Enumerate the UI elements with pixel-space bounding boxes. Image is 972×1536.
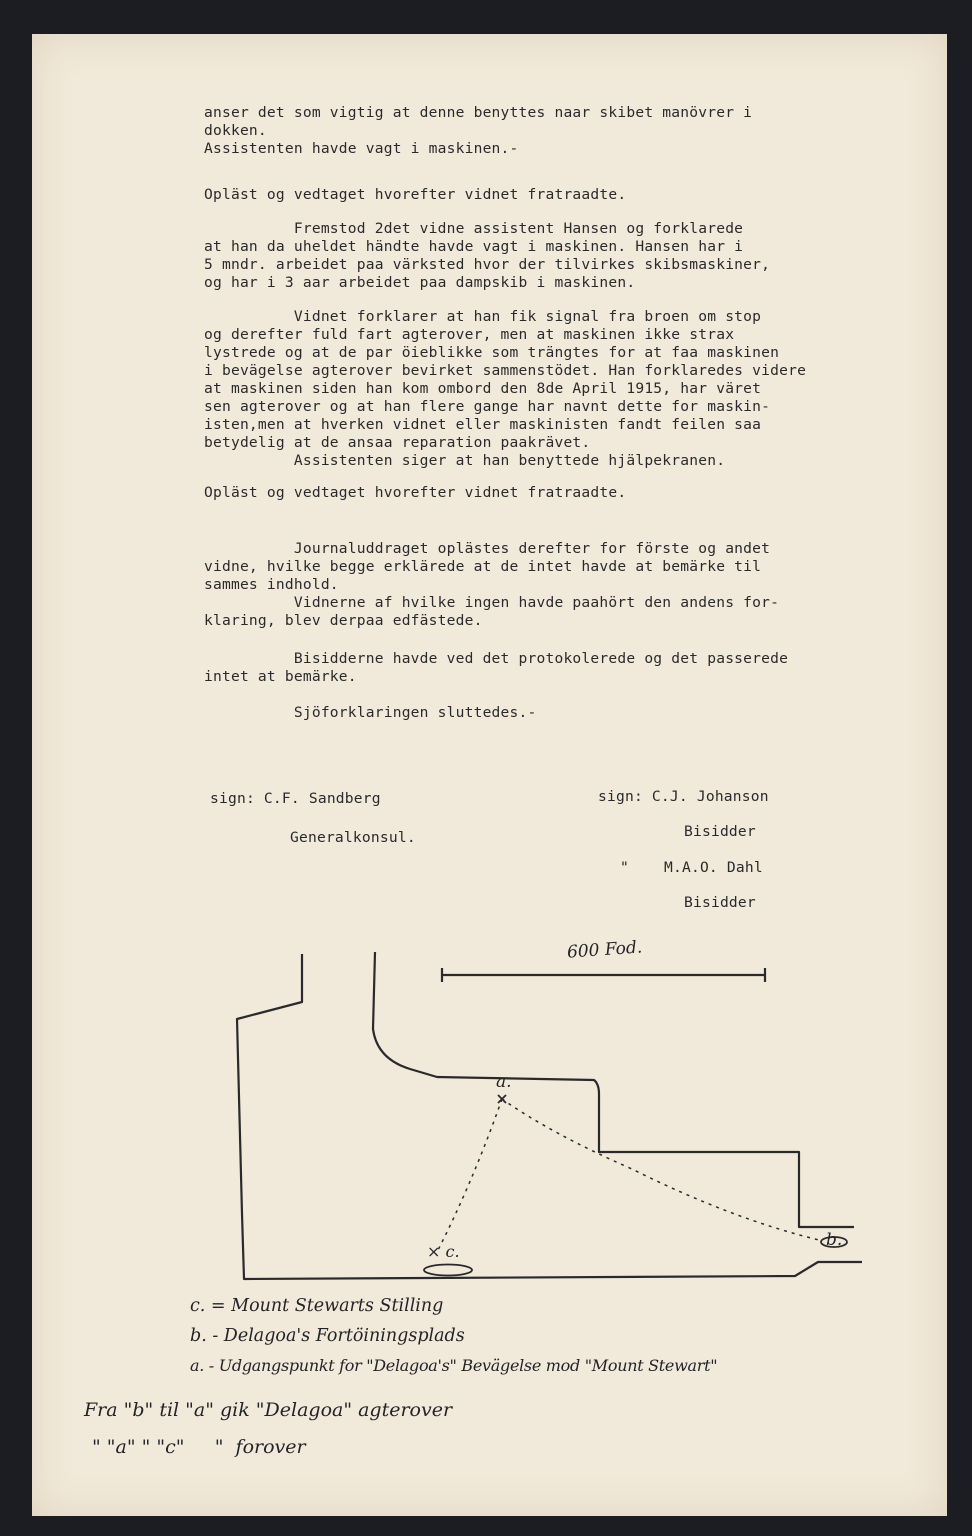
title-bisidder-1: Bisidder [684,823,756,840]
legend-b: b. - Delagoa's Fortöiningsplads [190,1326,465,1346]
text-line: at maskinen siden han kom ombord den 8de April 1915, har väret [204,380,762,397]
text-line: isten,men at hverken vidnet eller maskinisten fandt feilen saa [204,416,762,433]
text-line: i bevägelse agterover bevirket sammenstödet. Han forklaredes videre [204,362,807,379]
text-line: Bisidderne havde ved det protokolerede og det passerede [204,650,789,667]
dock-outline-quay [373,952,854,1227]
text-line: intet at bemärke. [204,668,357,685]
text-line: Assistenten havde vagt i maskinen.- [204,140,519,157]
scale-bar [442,968,765,982]
text-line: klaring, blev derpaa edfästede. [204,612,483,629]
point-c-label: × c. [427,1242,460,1261]
text-line: dokken. [204,122,267,139]
text-line: Opläst og vedtaget hvorefter vidnet fratraadte. [204,484,627,501]
text-line: Fremstod 2det vidne assistent Hansen og forklarede [204,220,744,237]
text-line: Vidnet forklarer at han fik signal fra broen om stop [204,308,762,325]
ditto-mark: " [620,859,629,876]
document-page [32,34,947,1516]
text-line: vidne, hvilke begge erklärede at de intet havde at bemärke til [204,558,762,575]
text-line: lystrede og at de par öieblikke som trängtes for at faa maskinen [204,344,780,361]
point-a-label: a. [496,1072,512,1092]
text-line: Sjöforklaringen sluttedes.- [204,704,537,721]
legend-a: a. - Udgangspunkt for "Delagoa's" Bevägelse mod "Mount Stewart" [190,1356,718,1375]
scale-label: 600 Fod. [566,937,643,963]
legend-c: c. = Mount Stewarts Stilling [190,1296,444,1316]
signature-johanson: sign: C.J. Johanson [598,788,769,805]
text-line: anser det som vigtig at denne benyttes naar skibet manövrer i [204,104,753,121]
text-line: betydelig at de ansaa reparation paakrävet. [204,434,591,451]
ship-mount-stewart [424,1265,472,1276]
point-b-label: b. [826,1230,843,1250]
text-line: og derefter fuld fart agterover, men at maskinen ikke strax [204,326,735,343]
text-line: Opläst og vedtaget hvorefter vidnet fratraadte. [204,186,627,203]
note-line-2: " "a" " "c" " forover [92,1436,306,1458]
text-line: Journaluddraget oplästes derefter for förste og andet [204,540,771,557]
path-a-to-b [502,1099,819,1240]
title-generalkonsul: Generalkonsul. [290,829,416,846]
text-line: sammes indhold. [204,576,339,593]
signature-sandberg: sign: C.F. Sandberg [210,790,381,807]
text-line: Assistenten siger at han benyttede hjälpekranen. [204,452,726,469]
text-line: og har i 3 aar arbeidet paa dampskib i maskinen. [204,274,636,291]
dock-sketch [32,34,947,1516]
title-bisidder-2: Bisidder [684,894,756,911]
signature-dahl: M.A.O. Dahl [664,859,763,876]
dock-outline-left [237,954,862,1279]
note-line-1: Fra "b" til "a" gik "Delagoa" agterover [84,1399,453,1421]
text-line: sen agterover og at han flere gange har navnt dette for maskin- [204,398,771,415]
path-a-to-c [436,1099,502,1254]
text-line: Vidnerne af hvilke ingen havde paahört den andens for- [204,594,780,611]
point-a-mark [498,1095,506,1103]
text-line: at han da uheldet händte havde vagt i maskinen. Hansen har i [204,238,744,255]
text-line: 5 mndr. arbeidet paa värksted hvor der tilvirkes skibsmaskiner, [204,256,771,273]
